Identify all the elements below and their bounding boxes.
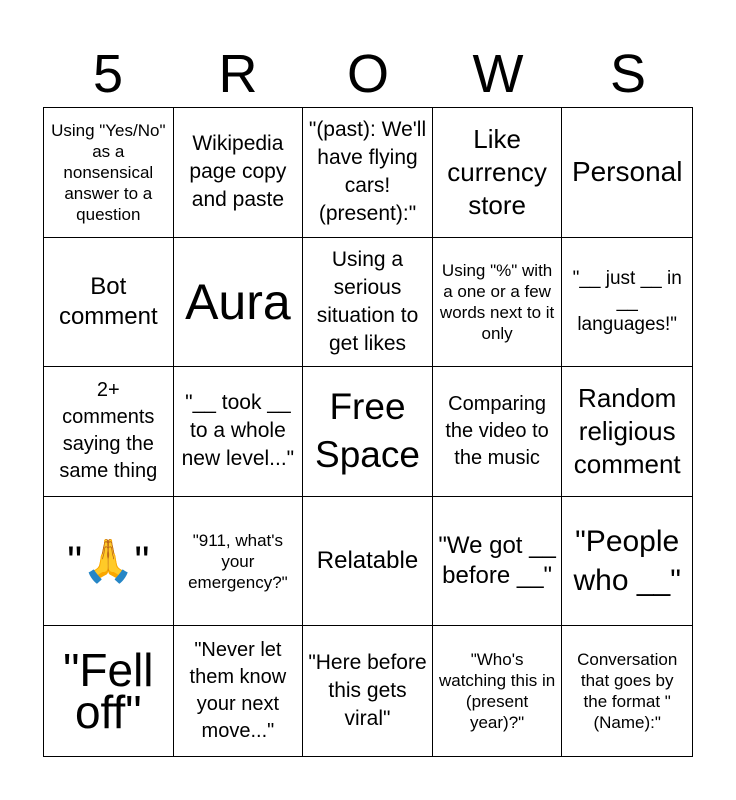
bingo-cell[interactable] [174, 367, 304, 497]
cell-text: Free Space [315, 386, 420, 476]
bingo-cell[interactable] [174, 626, 304, 756]
cell-text: Relatable [316, 547, 419, 575]
header-letter-5: S [609, 44, 647, 104]
bingo-cell[interactable] [44, 367, 174, 497]
cell-text: "🙏" [67, 537, 150, 585]
bingo-cell[interactable] [562, 367, 692, 497]
cell-text: Personal [571, 156, 683, 188]
bingo-cell[interactable] [562, 238, 692, 368]
cell-text: Wikipedia page copy and paste [189, 132, 287, 212]
cell-text: Using "Yes/No" as a nonsensical answer to a question [51, 120, 166, 224]
bingo-header [43, 40, 693, 108]
bingo-cell[interactable] [303, 497, 433, 627]
cell-text: "Who's watching this in (present year)?" [438, 650, 556, 733]
cell-text: "Fell off" [63, 644, 154, 739]
free-space-cell[interactable] [303, 367, 433, 497]
bingo-cell[interactable] [44, 108, 174, 238]
cell-text: Aura [185, 273, 291, 330]
bingo-cell[interactable] [174, 108, 304, 238]
cell-text: "911, what's your emergency?" [188, 530, 288, 592]
header-letter-3: O [346, 44, 389, 104]
header-letter-4: W [472, 44, 524, 104]
cell-text: "We got __ before __" [438, 532, 556, 590]
bingo-cell[interactable] [433, 238, 563, 368]
cell-text: "(past): We'll have flying cars! (present):" [308, 118, 427, 226]
cell-text: Like currency store [447, 123, 547, 220]
cell-text: Comparing the video to the music [445, 392, 549, 469]
bingo-cell[interactable] [303, 626, 433, 756]
cell-text: "People who __" [573, 525, 681, 598]
bingo-cell[interactable] [44, 497, 174, 627]
header-letter-1: 5 [92, 44, 124, 104]
cell-text: Conversation that goes by the format "(Name):" [577, 650, 678, 733]
cell-text: "Here before this gets viral" [308, 651, 427, 731]
cell-text: "__ just __ in __ languages!" [572, 268, 682, 336]
cell-text: 2+ comments saying the same thing [59, 379, 158, 483]
cell-text: Using "%" with a one or a few words next to it only [439, 260, 555, 343]
bingo-cell[interactable] [174, 497, 304, 627]
bingo-cell[interactable] [44, 626, 174, 756]
bingo-cell[interactable] [433, 497, 563, 627]
bingo-cell[interactable] [433, 626, 563, 756]
header-letter-2: R [218, 44, 258, 104]
bingo-cell[interactable] [562, 626, 692, 756]
bingo-cell[interactable] [562, 108, 692, 238]
cell-text: "__ took __ to a whole new level..." [181, 391, 295, 471]
cell-text: Random religious comment [573, 382, 681, 479]
cell-text: Bot comment [58, 272, 158, 330]
cell-text: "Never let them know your next move..." [189, 639, 287, 743]
bingo-cell[interactable] [562, 497, 692, 627]
bingo-grid [43, 107, 693, 757]
bingo-cell[interactable] [303, 238, 433, 368]
bingo-cell[interactable] [433, 367, 563, 497]
bingo-cell[interactable] [44, 238, 174, 368]
bingo-cell[interactable] [174, 238, 304, 368]
cell-text: Using a serious situation to get likes [316, 247, 419, 355]
bingo-cell[interactable] [303, 108, 433, 238]
bingo-cell[interactable] [433, 108, 563, 238]
